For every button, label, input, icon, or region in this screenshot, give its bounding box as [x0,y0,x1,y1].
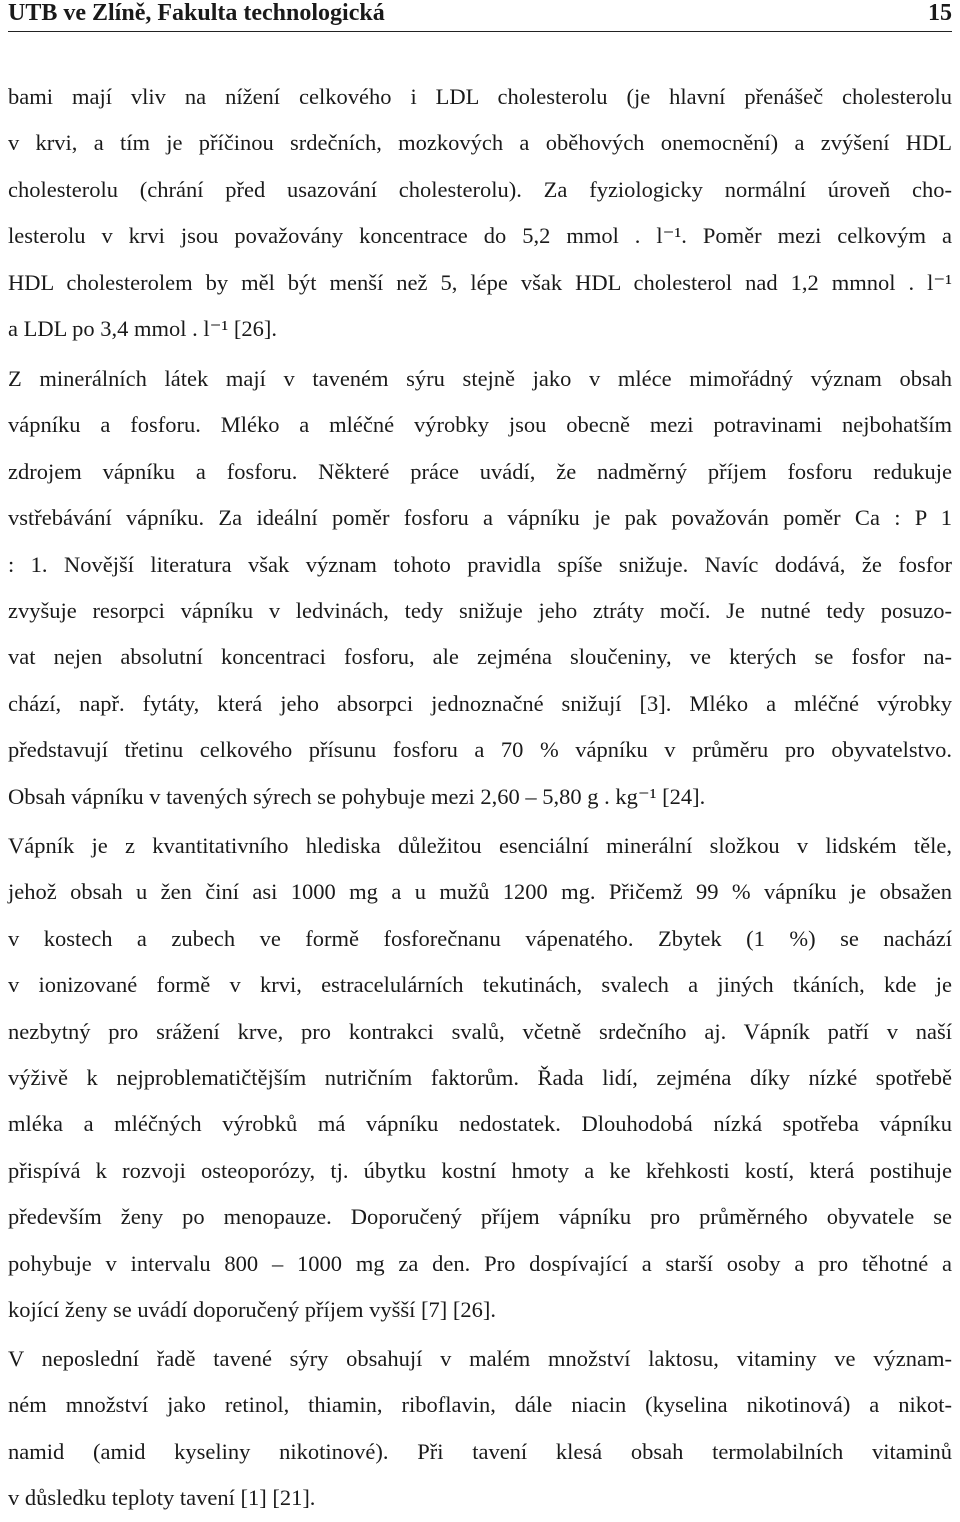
header-divider [8,31,952,32]
text-line: zdrojem vápníku a fosforu. Některé práce uvádí, že nadměrný příjem fosforu redukuje [8,458,952,484]
text-line: : 1. Novější literatura však význam tohoto pravidla spíše snižuje. Navíc dodává, že fosfor [8,551,952,577]
text-line: lesterolu v krvi jsou považovány koncentrace do 5,2 mmol . l⁻¹. Poměr mezi celkovým a [8,223,952,249]
text-line: a LDL po 3,4 mmol . l⁻¹ [26]. [8,315,278,341]
text-line: bami mají vliv na nížení celkového i LDL cholesterolu (je hlavní přenášeč cholesterolu [8,84,952,109]
text-line: v důsledku teploty tavení [1] [21]. [8,1485,316,1511]
text-line: Obsah vápníku v tavených sýrech se pohybuje mezi 2,60 – 5,80 g . kg⁻¹ [24]. [8,783,706,809]
text-line: vstřebávání vápníku. Za ideální poměr fosforu a vápníku je pak považován poměr Ca : P 1 [8,505,952,531]
paragraph-calcium [8,823,952,1333]
text-line: v krvi, a tím je příčinou srdečních, mozkových a oběhových onemocnění) a zvýšení HDL [8,130,952,156]
text-line: kojící ženy se uvádí doporučený příjem vyšší [7] [26]. [8,1296,497,1322]
text-line: výživě k nejproblematičtějším nutričním faktorům. Řada lidí, zejména díky nízké spotřebě [8,1064,952,1090]
text-line: Z minerálních látek mají v taveném sýru stejně jako v mléce mimořádný význam obsah [8,366,952,391]
text-line: představují třetinu celkového přísunu fosforu a 70 % vápníku v průměru pro obyvatelstvo. [8,737,952,763]
text-line: v ionizované formě v krvi, estracelulárních tekutinách, svalech a jiných tkáních, kde je [8,972,952,998]
text-line: především ženy po menopauze. Doporučený příjem vápníku pro průměrného obyvatele se [8,1204,952,1230]
text-line: vápníku a fosforu. Mléko a mléčné výrobky jsou obecně mezi potravinami nejbohatším [8,412,952,438]
page-header [8,0,952,31]
text-line: v kostech a zubech ve formě fosforečnanu vápenatého. Zbytek (1 %) se nachází [8,925,952,951]
text-line: Vápník je z kvantitativního hlediska důležitou esenciální minerální složkou v lidském těle, [8,833,952,858]
text-line: přispívá k rozvoji osteoporózy, tj. úbytku kostní hmoty a ke křehkosti kostí, která postihuje [8,1157,952,1183]
paragraph-minerals [8,356,952,820]
page-number: 15 [928,0,952,26]
text-line: V neposlední řadě tavené sýry obsahují v malém množství laktosu, vitaminy ve význam- [8,1346,952,1371]
text-line: chází, např. fytáty, která jeho absorpci jednoznačné snižují [3]. Mléko a mléčné výrobky [8,690,952,716]
text-line: cholesterolu (chrání před usazování cholesterolu). Za fyziologicky normální úroveň cho- [8,176,952,202]
text-line: HDL cholesterolem by měl být menší než 5, lépe však HDL cholesterol nad 1,2 mmnol . l⁻¹ [8,269,952,295]
paragraph-vitamins [8,1336,952,1522]
text-line: mléka a mléčných výrobků má vápníku nedostatek. Dlouhodobá nízká spotřeba vápníku [8,1111,952,1137]
text-line: vat nejen absolutní koncentraci fosforu, ale zejména sloučeniny, ve kterých se fosfor na- [8,644,952,670]
header-title: UTB ve Zlíně, Fakulta technologická [8,0,385,26]
text-line: ném množství jako retinol, thiamin, riboflavin, dále niacin (kyselina nikotinová) a nikot- [8,1392,952,1418]
text-line: nezbytný pro srážení krve, pro kontrakci svalů, včetně srdečního aj. Vápník patří v naší [8,1018,952,1044]
text-line: pohybuje v intervalu 800 – 1000 mg za den. Pro dospívající a starší osoby a pro těhotné a [8,1250,952,1276]
text-line: zvyšuje resorpci vápníku v ledvinách, tedy snižuje jeho ztráty močí. Je nutné tedy posuzo- [8,597,952,623]
text-line: jehož obsah u žen činí asi 1000 mg a u mužů 1200 mg. Přičemž 99 % vápníku je obsažen [8,879,952,905]
paragraph-cholesterol [8,74,952,352]
text-line: namid (amid kyseliny nikotinové). Při tavení klesá obsah termolabilních vitaminů [8,1438,952,1464]
